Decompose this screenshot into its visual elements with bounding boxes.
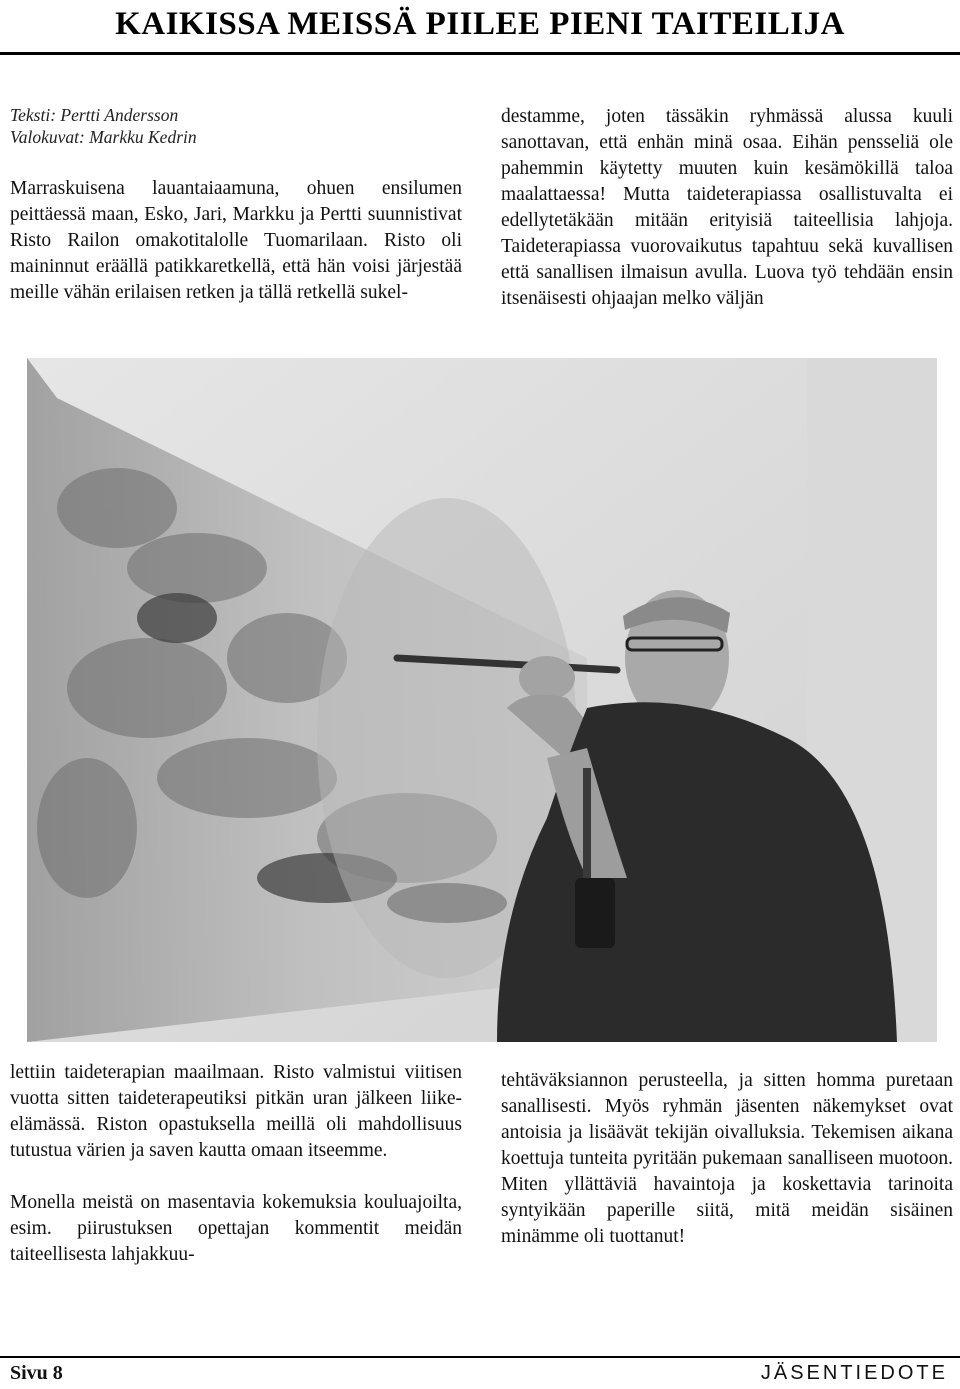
column-top-right	[501, 104, 953, 312]
footer-rule	[0, 1356, 960, 1358]
man-painting-mural-image	[27, 358, 937, 1042]
article-title: KAIKISSA MEISSÄ PIILEE PIENI TAITEILIJA	[115, 5, 845, 42]
paragraph-top-right: destamme, joten tässäkin ryhmässä alussa kuuli sanottavan, että enhän minä osaa. Eihän pensseliä ole pahemmin käytetty muuten kuin kesämökillä taloa maalattaessa! Mutta taideterapiassa osallistuvalta ei edellytetäkään mitään erityisiä taiteellisia lahjoja. Taideterapiassa vuorovaikutus tapahtuu sekä kuvallisen että sanallisen ilmaisun avulla. Luova työ tehdään ensin itsenäisesti ohjaajan melko väljän	[501, 106, 953, 309]
paragraph-bottom-right: tehtäväksiannon perusteella, ja sitten homma puretaan sanallisesti. Myös ryhmän jäsenten näkemykset ovat antoisia ja lisäävät tekijän oivalluksia. Tekemisen aikana koettuja tunteita pyritään pukemaan sanalliseen muotoon. Miten yllättäviä havaintoja ja koskettavia tarinoita syntyikään paperille siitä, mitä meidän sisäinen minämme oli tuottanut!	[501, 1070, 953, 1247]
title-bar	[0, 0, 960, 48]
paragraph-bottom-left-2: Monella meistä on masentavia kokemuksia kouluajoilta, esim. piirustuksen opettajan kommentit meidän taiteellisesta lahjakkuu-	[10, 1192, 462, 1265]
paragraph-bottom-left-1: lettiin taideterapian maailmaan. Risto valmistui viitisen vuotta sitten taideterapeutiksi pitkän uran jälkeen liike-elämässä. Riston opastuksella meillä oli mahdollisuus tutustua värien ja saven kautta omaan itseemme.	[10, 1062, 462, 1161]
column-top-left	[10, 104, 462, 306]
painting-photo	[27, 358, 937, 1042]
title-rule	[0, 52, 960, 55]
column-bottom-left	[10, 1060, 462, 1268]
byline-author: Teksti: Pertti Andersson	[10, 105, 179, 125]
column-bottom-right	[501, 1068, 953, 1250]
publication-name: JÄSENTIEDOTE	[760, 1362, 948, 1384]
page-number: Sivu 8	[10, 1362, 63, 1384]
byline-photographer: Valokuvat: Markku Kedrin	[10, 127, 197, 147]
paragraph-intro: Marraskuisena lauantaiaamuna, ohuen ensilumen peittäessä maan, Esko, Jari, Markku ja Pertti suunnistivat Risto Railon omakotitalolle Tuomarilaan. Risto oli maininnut eräällä patikkaretkellä, että hän voisi järjestää meille vähän erilaisen retken ja tällä retkellä sukel-	[10, 178, 462, 303]
